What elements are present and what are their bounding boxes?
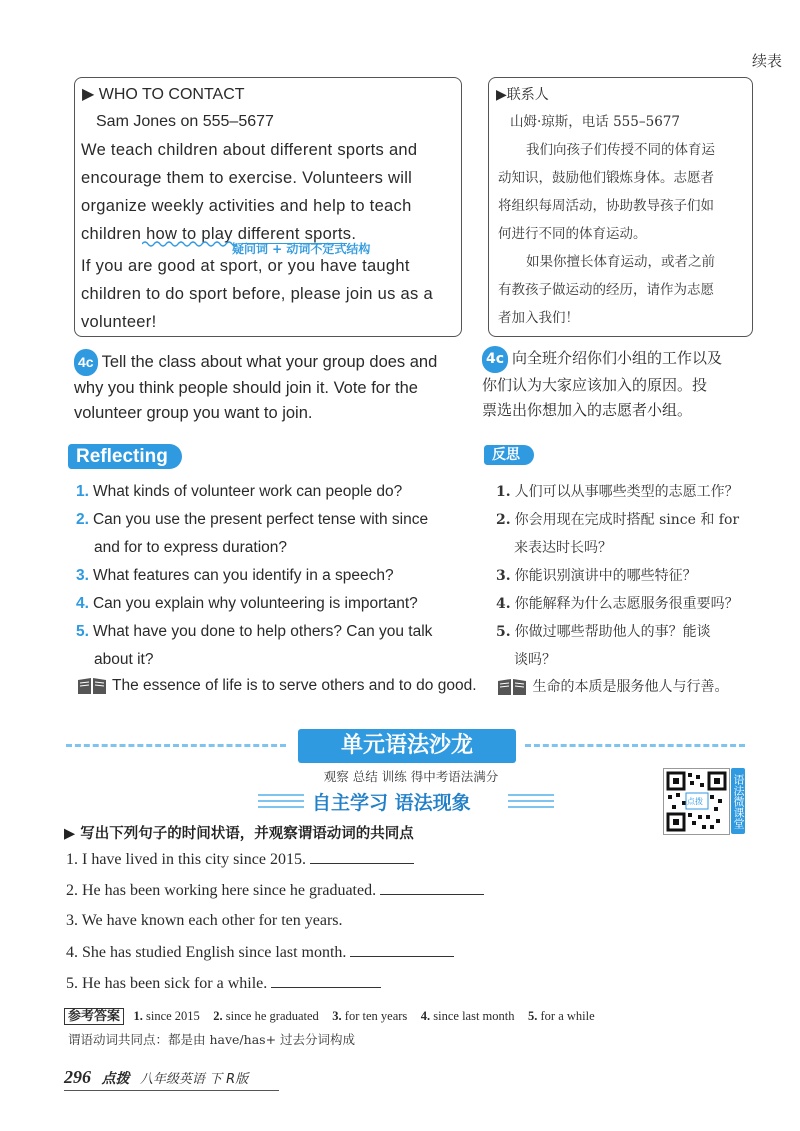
reflecting-title-cn <box>484 444 534 464</box>
banner-dash-left <box>66 744 286 747</box>
footer <box>64 1067 248 1088</box>
contact-line-cn: 将组织每周活动，协助教导孩子们如 <box>498 198 714 214</box>
task-4c-en <box>74 349 474 426</box>
contact-body-cn <box>498 108 748 332</box>
answer-blank[interactable] <box>271 973 381 988</box>
quote-en: The essence of life is to serve others and to do good. <box>76 676 477 696</box>
footer-rule <box>64 1090 279 1091</box>
qr-caption: 点拨 <box>687 797 703 806</box>
wavy-underline <box>142 240 237 248</box>
contact-line-cn: 如果你擅长体育运动，或者之前 <box>526 254 715 270</box>
book-icon <box>76 676 108 696</box>
contact-heading-cn: ▶联系人 <box>496 87 549 103</box>
banner-dash-right <box>525 744 745 747</box>
reflecting-title <box>68 446 182 468</box>
task-line: Tell the class about what your group does and <box>101 353 438 371</box>
exercise-item: 2. He has been working here since he graduated. <box>66 880 626 911</box>
exercise-instruction: ▶ 写出下列句子的时间状语，并观察谓语动词的共同点 <box>64 826 414 842</box>
contact-line: children to do sport before, please join us as a <box>81 285 433 303</box>
qr-label: 语法微课堂 <box>731 768 745 834</box>
task-badge: 4c <box>482 346 508 373</box>
task-line: why you think people should join it. Vote for the <box>74 379 418 397</box>
exercise-item: 1. I have lived in this city since 2015. <box>66 849 626 880</box>
quote-cn: 生命的本质是服务他人与行善。 <box>496 676 728 697</box>
exercise-item: 4. She has studied English since last month. <box>66 942 626 973</box>
book-icon <box>496 677 528 697</box>
list-item: 1. What kinds of volunteer work can people do? <box>76 483 403 500</box>
task-4c-cn <box>482 346 782 423</box>
list-item: 4. 你能解释为什么志愿服务很重要吗？ <box>496 596 739 612</box>
answer-blank[interactable] <box>310 849 414 864</box>
contact-heading-en: ▶ WHO TO CONTACT <box>82 86 245 103</box>
task-line: 票选出你想加入的志愿者小组。 <box>482 401 693 419</box>
contact-body-en <box>81 136 461 336</box>
contact-line: organize weekly activities and help to teach <box>81 197 412 215</box>
reflecting-tag-cn: 反思 <box>484 445 534 465</box>
list-item: 1. 人们可以从事哪些类型的志愿工作？ <box>496 484 739 500</box>
contact-line: We teach children about different sports and <box>81 141 418 159</box>
exercise-item: 5. He has been sick for a while. <box>66 973 626 1004</box>
continued-label: 续表 <box>751 52 782 70</box>
contact-line-cn: 者加入我们！ <box>498 310 579 326</box>
reflecting-tag: Reflecting <box>68 444 182 469</box>
section-deco-right <box>508 794 554 808</box>
contact-line-cn: 何进行不同的体育运动。 <box>498 226 647 242</box>
list-item: 3. 你能识别演讲中的哪些特征？ <box>496 568 697 584</box>
task-line: 你们认为大家应该加入的原因。投 <box>482 376 708 394</box>
answer-blank[interactable] <box>380 880 484 895</box>
contact-line-cn: 山姆·琼斯，电话 555–5677 <box>510 114 680 130</box>
task-badge: 4c <box>74 349 98 376</box>
contact-line-cn: 有教孩子做运动的经历，请作为志愿 <box>498 282 714 298</box>
contact-person-en: Sam Jones on 555–5677 <box>96 113 274 130</box>
grammar-annotation: 疑问词 + 动词不定式结构 <box>232 242 371 256</box>
task-line: volunteer group you want to join. <box>74 404 313 422</box>
list-item: 5. What have you done to help others? Can you talk about it? <box>76 623 433 668</box>
contact-line: encourage them to exercise. Volunteers will <box>81 169 413 187</box>
book-title: 八年级英语 下 R版 <box>139 1072 249 1087</box>
grammar-banner: 单元语法沙龙 <box>298 729 516 763</box>
grammar-subtitle: 观察 总结 训练 得中考语法满分 <box>323 769 499 784</box>
reflecting-list-en <box>76 478 471 674</box>
list-item: 2. Can you use the present perfect tense with since and for to express duration? <box>76 511 429 556</box>
list-item: 5. 你做过哪些帮助他人的事？能谈 谈吗？ <box>496 624 711 668</box>
list-item: 3. What features can you identify in a speech? <box>76 567 394 584</box>
qr-code[interactable] <box>663 768 730 835</box>
section-title: 自主学习 语法现象 <box>312 792 471 814</box>
contact-line: If you are good at sport, or you have taught <box>81 257 410 275</box>
contact-line-cn: 我们向孩子们传授不同的体育运 <box>526 142 715 158</box>
task-line: 向全班介绍你们小组的工作以及 <box>512 349 723 367</box>
exercise-list <box>66 849 626 1004</box>
answer-note: 谓语动词共同点：都是由 have/has+ 过去分词构成 <box>68 1032 356 1047</box>
section-deco-left <box>258 794 304 808</box>
list-item: 2. 你会用现在完成时搭配 since 和 for 来表达时长吗？ <box>496 512 740 556</box>
answer-row: 参考答案 1. since 2015 2. since he graduated 3. for ten years 4. since last month 5. for a while <box>64 1005 595 1024</box>
contact-line: volunteer! <box>81 313 157 331</box>
contact-line: children how to play different sports. <box>81 225 357 243</box>
list-item: 4. Can you explain why volunteering is important? <box>76 595 418 612</box>
answer-blank[interactable] <box>350 942 454 957</box>
contact-line-cn: 动知识，鼓励他们锻炼身体。志愿者 <box>498 170 714 186</box>
page-number: 296 <box>64 1067 91 1087</box>
brand-name: 点拨 <box>101 1071 130 1087</box>
answer-label: 参考答案 <box>64 1008 124 1025</box>
exercise-item: 3. We have known each other for ten years. <box>66 912 343 929</box>
reflecting-list-cn <box>496 478 766 674</box>
